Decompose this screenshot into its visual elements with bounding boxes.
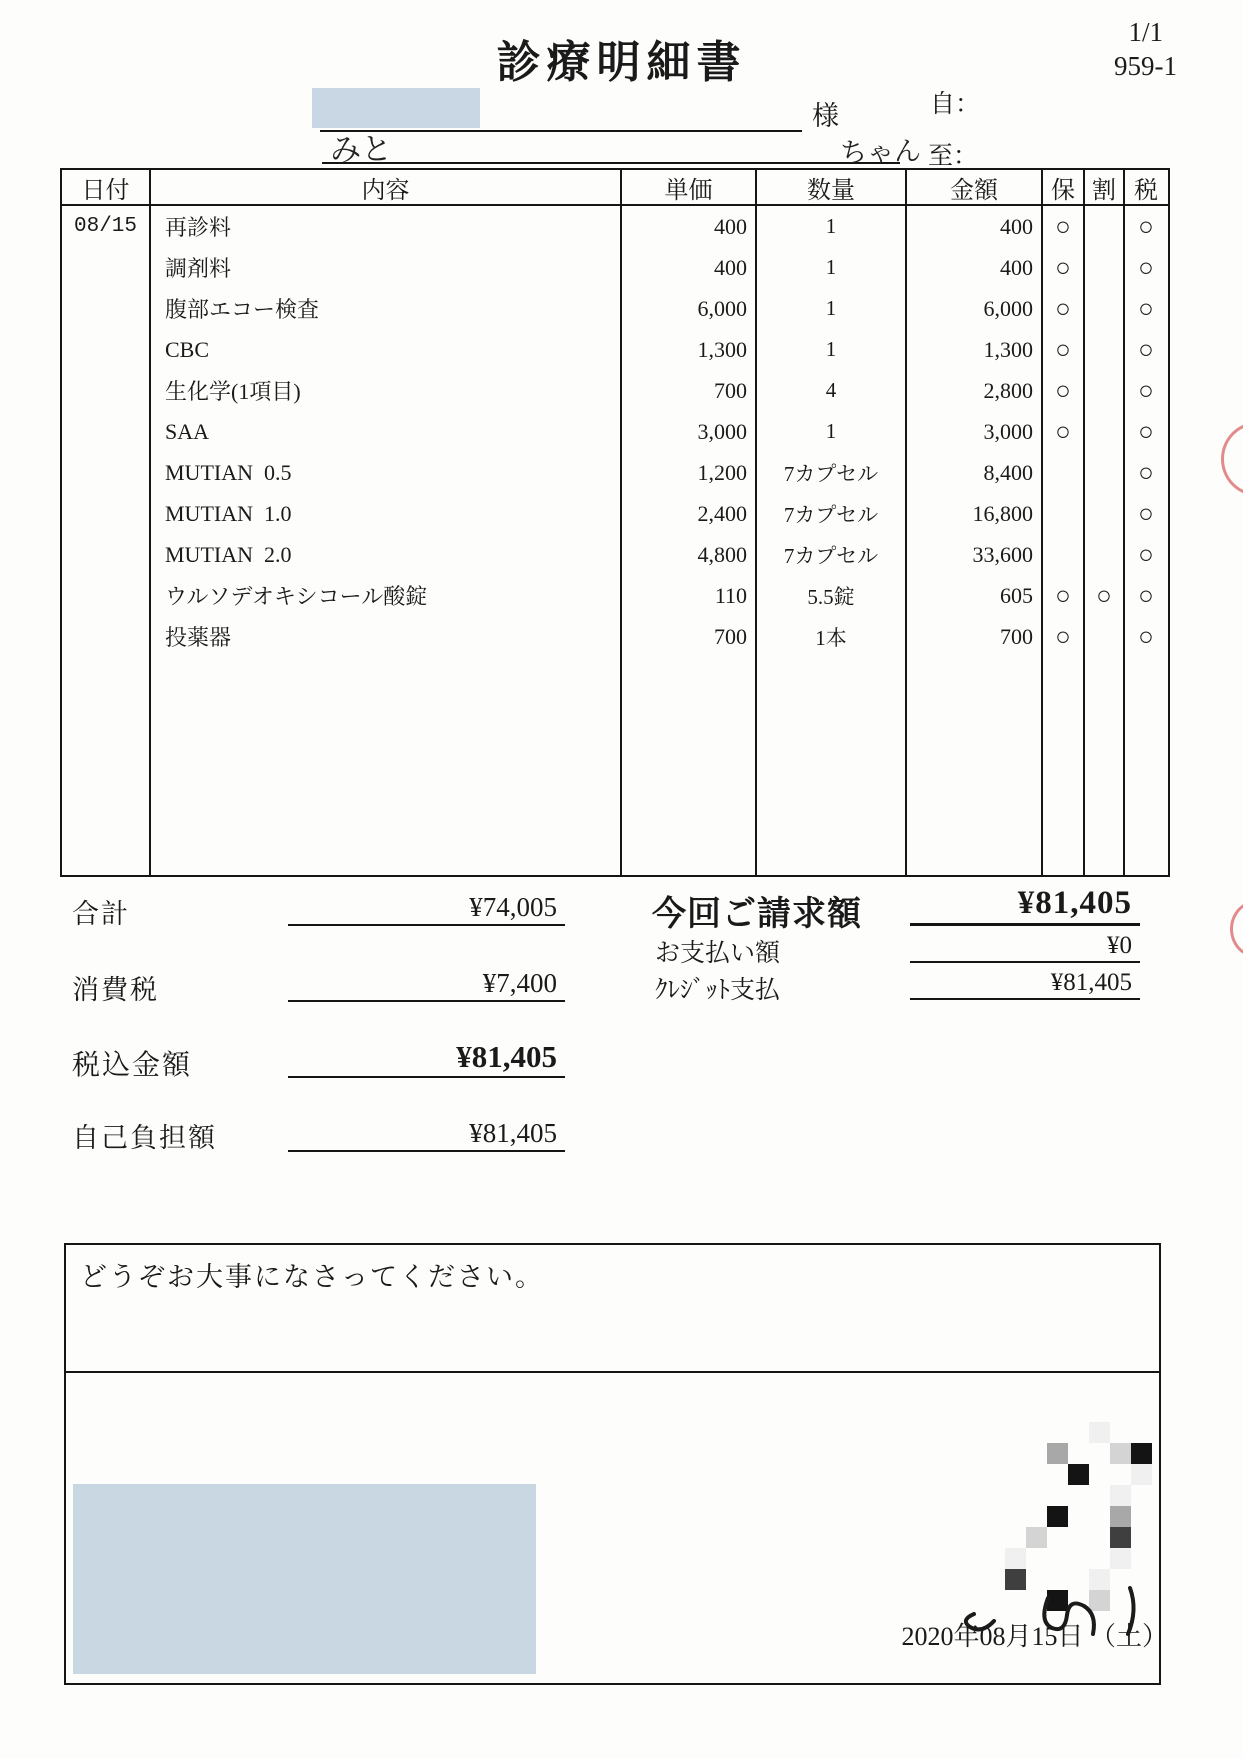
mosaic-cell [1068,1548,1089,1569]
cell-amount: 2,800 [907,370,1043,411]
mosaic-cell [1068,1485,1089,1506]
cell-quantity: 1 [757,329,907,370]
mosaic-cell [1110,1422,1131,1443]
cell-tax-mark: ○ [1138,334,1154,364]
mosaic-cell [1026,1464,1047,1485]
mosaic-cell [1068,1443,1089,1464]
cell-quantity: 1 [757,206,907,247]
mosaic-cell [1089,1527,1110,1548]
pet-name-handwriting: みと [329,131,393,169]
cell-date [62,411,151,452]
cell-quantity: 4 [757,370,907,411]
mosaic-cell [1005,1485,1026,1506]
mosaic-cell [1068,1506,1089,1527]
page-info [1114,16,1177,84]
cell-insurance-mark: ○ [1043,411,1085,452]
cell-discount-mark [1085,411,1125,452]
redacted-clinic-info [73,1484,536,1674]
cell-discount-mark [1085,370,1125,411]
total-incl-tax-value: ¥81,405 [456,1039,557,1074]
invoice-amount-label: 今回ご請求額 [652,896,862,933]
cell-tax-mark: ○ [1138,252,1154,282]
consumption-tax-underline [288,966,565,1002]
mosaic-cell [1026,1443,1047,1464]
cell-insurance-mark: ○ [1043,288,1085,329]
cell-insurance-mark: ○ [1043,247,1085,288]
cell-tax-mark: ○ [1138,539,1154,569]
header-date: 日付 [62,170,151,204]
header-tax: 税 [1134,177,1158,204]
cell-tax-mark: ○ [1138,580,1154,610]
cell-insurance-mark: ○ [1043,206,1085,247]
cell-discount-mark [1085,616,1125,657]
cell-unit-price: 700 [622,370,757,411]
cell-discount-mark [1085,534,1125,575]
cell-amount: 700 [907,616,1043,657]
cell-insurance-mark: ○ [1043,329,1085,370]
mosaic-cell [1026,1527,1047,1548]
bill-table-empty-space [62,657,1168,875]
cell-content: 調剤料 [151,247,622,288]
bill-table-header [62,170,1168,206]
cell-quantity: 5.5錠 [757,575,907,616]
mosaic-cell [1131,1506,1152,1527]
mosaic-cell [1026,1485,1047,1506]
payment-amount-underline [910,930,1140,963]
cell-content: CBC [151,329,622,370]
cell-amount: 400 [907,206,1043,247]
mosaic-cell [1131,1485,1152,1506]
mosaic-cell [1005,1527,1026,1548]
cell-unit-price: 110 [622,575,757,616]
mosaic-cell [1047,1527,1068,1548]
mosaic-cell [1131,1527,1152,1548]
self-pay-label: 自己負担額 [72,1123,217,1153]
cell-unit-price: 700 [622,616,757,657]
mosaic-cell [1005,1548,1026,1569]
cell-discount-mark [1085,247,1125,288]
consumption-tax-label: 消費税 [72,975,159,1005]
cell-content: 腹部エコー検査 [151,288,622,329]
mosaic-cell [1047,1485,1068,1506]
cell-insurance-mark: ○ [1043,575,1085,616]
mosaic-cell [1110,1527,1131,1548]
cell-discount-mark [1085,493,1125,534]
cell-amount: 1,300 [907,329,1043,370]
cell-tax-mark: ○ [1138,293,1154,323]
mosaic-cell [1047,1422,1068,1443]
cell-insurance-mark [1043,534,1085,575]
mosaic-cell [1131,1548,1152,1569]
mosaic-cell [1047,1464,1068,1485]
cell-insurance-mark: ○ [1043,616,1085,657]
mosaic-cell [1131,1422,1152,1443]
cell-content: 再診料 [151,206,622,247]
cell-date [62,329,151,370]
cell-unit-price: 1,200 [622,452,757,493]
total-incl-tax-underline [288,1038,565,1078]
mosaic-cell [1089,1485,1110,1506]
mosaic-cell [1131,1464,1152,1485]
cell-quantity: 7カプセル [757,452,907,493]
cell-unit-price: 2,400 [622,493,757,534]
cell-discount-mark: ○ [1085,575,1125,616]
mosaic-cell [1089,1422,1110,1443]
mosaic-cell [1047,1506,1068,1527]
cell-unit-price: 400 [622,247,757,288]
mosaic-cell [1026,1506,1047,1527]
cell-tax-mark: ○ [1138,375,1154,405]
header-unit-price: 単価 [622,170,757,204]
mosaic-cell [1110,1506,1131,1527]
page-number: 1/1 [1128,17,1163,47]
mosaic-cell [1068,1464,1089,1485]
cell-content: MUTIAN 2.0 [151,534,622,575]
cell-tax-mark: ○ [1138,457,1154,487]
subtotal-underline [288,890,565,926]
cell-date [62,370,151,411]
self-pay-value: ¥81,405 [469,1118,557,1148]
cell-date [62,616,151,657]
mosaic-cell [1089,1464,1110,1485]
cell-quantity: 7カプセル [757,534,907,575]
cell-tax-mark: ○ [1138,621,1154,651]
cell-amount: 400 [907,247,1043,288]
mosaic-cell [1110,1443,1131,1464]
self-pay-underline [288,1114,565,1152]
cell-date [62,493,151,534]
subtotal-label: 合計 [72,899,130,929]
cell-discount-mark [1085,452,1125,493]
pet-name-underline [322,124,900,164]
header-insurance: 保 [1043,170,1085,204]
cell-content: ウルソデオキシコール酸錠 [151,575,622,616]
cell-date [62,575,151,616]
cell-amount: 33,600 [907,534,1043,575]
cell-amount: 8,400 [907,452,1043,493]
cell-date: 08/15 [62,206,151,247]
payment-amount-value: ¥0 [1107,932,1132,959]
cell-date [62,247,151,288]
mosaic-cell [1110,1548,1131,1569]
mosaic-cell [1068,1527,1089,1548]
invoice-amount-value: ¥81,405 [1017,885,1132,921]
cell-discount-mark [1085,288,1125,329]
mosaic-cell [1026,1548,1047,1569]
header-content: 内容 [151,170,622,204]
red-pen-circle-mark-small [1230,900,1243,958]
cell-date [62,288,151,329]
cell-content: 投薬器 [151,616,622,657]
honorific-label: 様 [812,101,839,131]
mosaic-cell [1005,1422,1026,1443]
itemized-billing-table [60,168,1170,877]
cell-discount-mark [1085,329,1125,370]
cell-quantity: 1 [757,288,907,329]
cell-insurance-mark [1043,493,1085,534]
issue-date: 2020年08月15日 （土） [901,1622,1168,1651]
cell-content: MUTIAN 1.0 [151,493,622,534]
cell-unit-price: 3,000 [622,411,757,452]
mosaic-cell [1068,1422,1089,1443]
cell-tax-mark: ○ [1138,498,1154,528]
mosaic-cell [1089,1548,1110,1569]
consumption-tax-value: ¥7,400 [482,968,557,998]
credit-payment-label: ｸﾚｼﾞｯﾄ支払 [655,977,781,1004]
mosaic-cell [1131,1443,1152,1464]
header-amount: 金額 [907,170,1043,204]
pet-suffix-handwriting: ちゃん [839,135,922,170]
mosaic-cell [1005,1464,1026,1485]
message-box-divider [66,1371,1159,1373]
red-pen-circle-mark [1221,422,1243,496]
header-discount: 割 [1085,170,1125,204]
mosaic-cell [1005,1443,1026,1464]
bill-table-body [62,206,1168,657]
slip-number: 959-1 [1114,50,1177,81]
mosaic-cell [1047,1443,1068,1464]
header-quantity: 数量 [757,170,907,204]
get-well-message: どうぞお大事になさってください。 [80,1262,544,1292]
cell-date [62,452,151,493]
total-incl-tax-label: 税込金額 [72,1050,193,1081]
cell-tax-mark: ○ [1138,211,1154,241]
mosaic-cell [1089,1506,1110,1527]
cell-insurance-mark: ○ [1043,370,1085,411]
cell-tax-mark: ○ [1138,416,1154,446]
invoice-amount-underline [910,884,1140,926]
cell-insurance-mark [1043,452,1085,493]
mosaic-cell [1089,1443,1110,1464]
cell-unit-price: 4,800 [622,534,757,575]
mosaic-cell [1026,1422,1047,1443]
subtotal-value: ¥74,005 [469,892,557,922]
period-from-label: 自： [930,91,981,118]
cell-unit-price: 6,000 [622,288,757,329]
mosaic-cell [1110,1485,1131,1506]
cell-discount-mark [1085,206,1125,247]
cell-amount: 16,800 [907,493,1043,534]
cell-content: SAA [151,411,622,452]
cell-date [62,534,151,575]
cell-quantity: 1本 [757,616,907,657]
mosaic-cell [1047,1548,1068,1569]
cell-unit-price: 1,300 [622,329,757,370]
mosaic-cell [1005,1506,1026,1527]
cell-amount: 605 [907,575,1043,616]
cell-content: 生化学(1項目) [151,370,622,411]
cell-content: MUTIAN 0.5 [151,452,622,493]
cell-quantity: 1 [757,247,907,288]
credit-payment-underline [910,966,1140,1000]
document-title: 診療明細書 [496,38,747,87]
credit-payment-value: ¥81,405 [1050,969,1132,996]
period-to-label: 至： [928,143,979,170]
cell-amount: 3,000 [907,411,1043,452]
cell-unit-price: 400 [622,206,757,247]
mosaic-cell [1110,1464,1131,1485]
cell-amount: 6,000 [907,288,1043,329]
cell-quantity: 7カプセル [757,493,907,534]
cell-quantity: 1 [757,411,907,452]
payment-amount-label: お支払い額 [655,940,781,967]
